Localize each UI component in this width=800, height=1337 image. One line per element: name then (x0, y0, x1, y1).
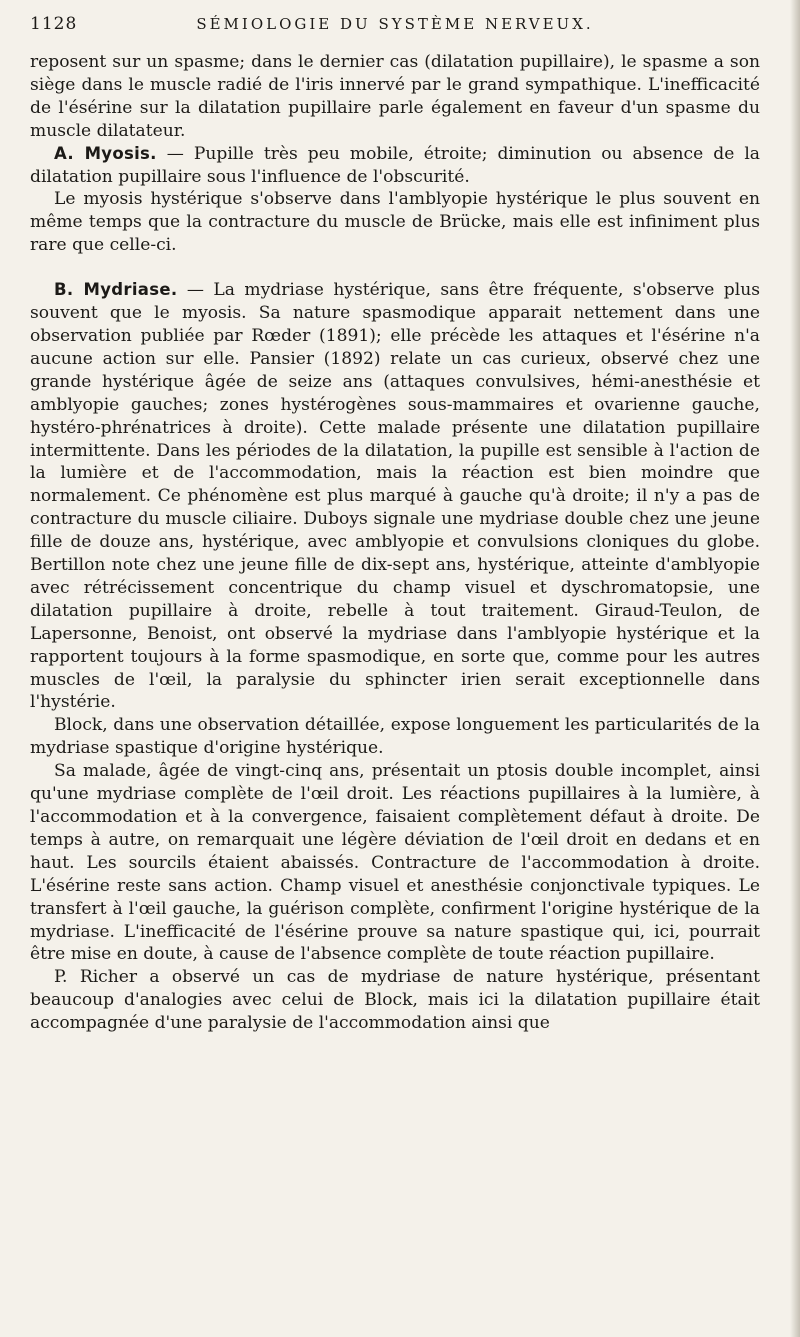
section-heading-myosis: A. Myosis. (54, 143, 157, 163)
paragraph-block: Block, dans une observation détaillée, expose longuement les particularités de la mydriase spastique d'origine hystérique. (30, 715, 760, 759)
paragraph-richer: P. Richer a observé un cas de mydriase de nature hystérique, présentant beaucoup d'analogies avec celui de Block, mais ici la dilatation pupillaire était accompagnée d'une paralysie de l'accommodation ainsi que (30, 967, 760, 1034)
page-number: 1128 (30, 14, 78, 34)
body-text (30, 51, 760, 1035)
page-header (30, 14, 760, 44)
paragraph-intro: reposent sur un spasme; dans le dernier cas (dilatation pupillaire), le spasme a son siège dans le muscle radié de l'iris innervé par le grand sympathique. L'inefficacité de l'ésérine sur la dilatation pupillaire parle également en faveur d'un spasme du muscle dilatateur. (30, 52, 760, 141)
section-heading-mydriase: B. Mydriase. (54, 280, 178, 300)
myosis-definition: — Pupille très peu mobile, étroite; diminution ou absence de la dilatation pupillaire sous l'influence de l'obscurité. (30, 143, 760, 187)
page-edge-shadow (790, 0, 800, 1337)
paragraph-case: Sa malade, âgée de vingt-cinq ans, présentait un ptosis double incomplet, ainsi qu'une mydriase complète de l'œil droit. Les réactions pupillaires à la lumière, à l'accommodation et à la convergence, faisaient complètement défaut à droite. De temps à autre, on remarquait une légère déviation de l'œil droit en dedans et en haut. Les sourcils étaient abaissés. Contracture de l'accommodation à droite. L'ésérine reste sans action. Champ visuel et anesthésie conjonctivale typiques. Le transfert à l'œil gauche, la guérison complète, confirment l'origine hystérique de la mydriase. L'inefficacité de l'ésérine prouve sa nature spastique qui, ici, pourrait être mise en doute, à cause de l'absence complète de toute réaction pupillaire. (30, 761, 760, 965)
running-title: SÉMIOLOGIE DU SYSTÈME NERVEUX. (196, 15, 594, 33)
paragraph-myosis (30, 143, 760, 189)
paragraph-myosis-hysteric: Le myosis hystérique s'observe dans l'amblyopie hystérique le plus souvent en même temps que la contracture du muscle de Brücke, mais elle est infiniment plus rare que celle-ci. (30, 189, 760, 256)
paragraph-mydriase (30, 279, 760, 714)
mydriase-text: — La mydriase hystérique, sans être fréquente, s'observe plus souvent que le myosis. Sa nature spasmodique apparait nettement dans une observation publiée par Rœder (1891); elle précède les attaques et l'ésérine n'a aucune action sur elle. Pansier (1892) relate un cas curieux, observé chez une grande hystérique âgée de seize ans (attaques convulsives, hémi-anesthésie et amblyopie gauches; zones hystérogènes sous-mammaires et ovarienne gauche, hystéro-phrénatrices à droite). Cette malade présente une dilatation pupillaire intermittente. Dans les périodes de la dilatation, la pupille est sensible à l'action de la lumière et de l'accommodation, mais la réaction est bien moindre que normalement. Ce phénomène est plus marqué à gauche qu'à droite; il n'y a pas de contracture du muscle ciliaire. Duboys signale une mydriase double chez une jeune fille de douze ans, hystérique, avec amblyopie et convulsions cloniques du globe. Bertillon note chez une jeune fille de dix-sept ans, hystérique, atteinte d'amblyopie avec rétrécissement concentrique du champ visuel et dyschromatopsie, une dilatation pupillaire à droite, rebelle à tout traitement. Giraud-Teulon, de Lapersonne, Benoist, ont observé la mydriase dans l'amblyopie hystérique et la rapportent toujours à la forme spasmodique, en sorte que, comme pour les autres muscles de l'œil, la paralysie du sphincter irien serait exceptionnelle dans l'hystérie. (30, 280, 761, 713)
